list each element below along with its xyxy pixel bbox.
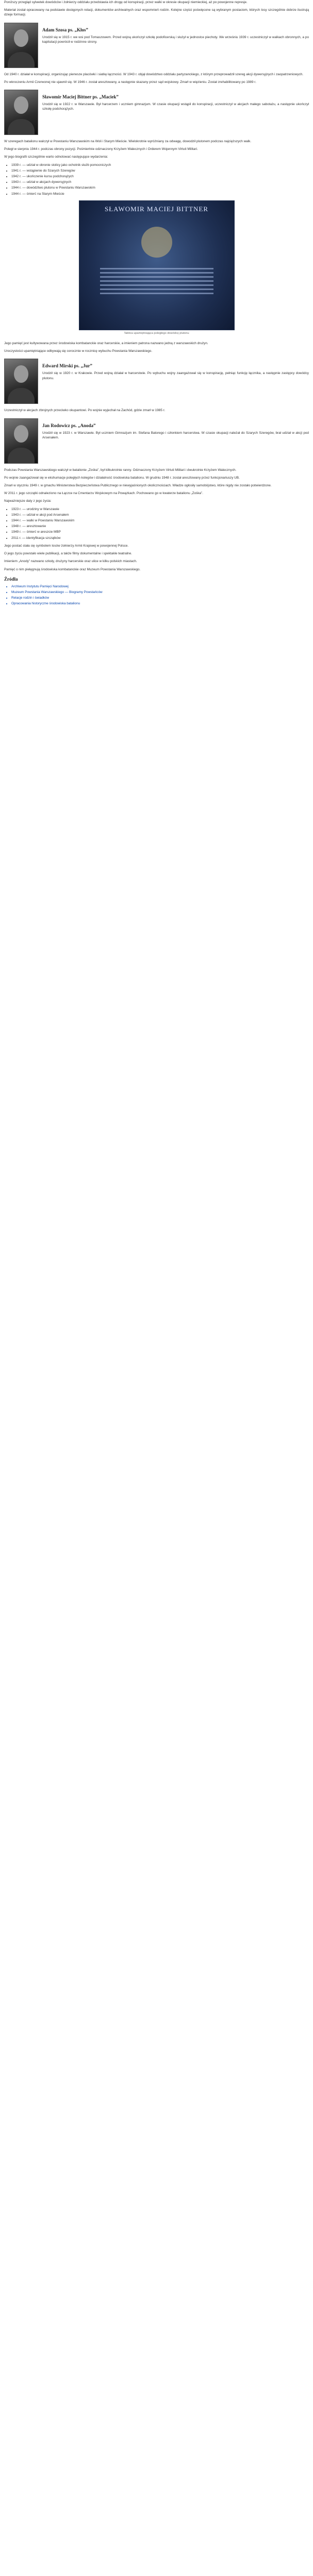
- list-item: • 1943 r. — udział w akcji pod Arsenałem: [11, 513, 309, 517]
- bio-paragraph: Od 1940 r. działał w konspiracji, organizując pierwsze placówki i siatkę łączności. W 1943 r. objął dowództwo oddziału partyzanckiego, z którym przeprowadził szereg akcji dywersyjnych i zaopatrzeniowych.: [4, 72, 304, 76]
- event-list: [11, 507, 309, 540]
- poster-title: SŁAWOMIR MACIEJ BITTNER: [104, 205, 209, 213]
- bio-name: Jan Rodowicz ps. „Anoda”: [42, 422, 96, 428]
- bio-paragraph: Jego postać stała się symbolem losów żołnierzy Armii Krajowej w powojennej Polsce.: [4, 544, 129, 548]
- bio-paragraph: Po wojnie zaangażował się w ekshumacje poległych kolegów i działalność środowiska batalionu. W grudniu 1948 r. został aresztowany przez funkcjonariuszy UB.: [4, 476, 240, 480]
- list-item: • 2011 r. — identyfikacja szczątków: [11, 536, 309, 540]
- bio-section-4: [4, 418, 309, 572]
- list-intro: W jego biografii szczególnie warto odnotować następujące wydarzenia:: [4, 155, 108, 159]
- bio-paragraph: Pamięć o nim pielęgnują środowiska kombatanckie oraz Muzeum Powstania Warszawskiego.: [4, 567, 141, 571]
- source-link[interactable]: • Opracowania historyczne środowiska batalionu: [11, 601, 309, 606]
- bio-text: [42, 90, 309, 135]
- bio-paragraph: Urodził się w 1922 r. w Warszawie. Był harcerzem i uczniem gimnazjum. W czasie okupacji wstąpił do konspiracji, uczestniczył w akcjach małego sabotażu, a następnie ukończył szkołę podchorążych.: [42, 103, 309, 111]
- portrait-photo: [4, 23, 38, 68]
- bio-paragraph: O jego życiu powstało wiele publikacji, a także filmy dokumentalne i spektakle teatralne.: [4, 552, 132, 556]
- list-item: • 1948 r. — aresztowanie: [11, 524, 309, 529]
- bio-text: [42, 359, 309, 404]
- bio-paragraph: Jego pamięć jest kultywowana przez środowiska kombatanckie oraz harcerskie, a imieniem patrona nazwano jedną z warszawskich drużyn.: [4, 342, 208, 346]
- bio-card: [4, 418, 309, 464]
- memorial-poster-image: [79, 200, 235, 330]
- bio-card: [4, 90, 309, 135]
- bio-paragraph: Po wkroczeniu Armii Czerwonej nie ujawnił się. W 1946 r. został aresztowany, a następnie skazany przez sąd wojskowy. Zmarł w więzieniu. Został zrehabilitowany po 1989 r.: [4, 80, 256, 84]
- bio-paragraph: Zmarł w styczniu 1949 r. w gmachu Ministerstwa Bezpieczeństwa Publicznego w niewyjaśnionych okolicznościach. Władze ogłosiły samobójstwo, które nigdy nie zostało potwierdzone.: [4, 484, 272, 488]
- sources-heading: Źródła: [4, 576, 18, 582]
- bio-card: [4, 23, 309, 68]
- list-item: • 1944 r. — dowództwo plutonu w Powstaniu Warszawskim: [11, 185, 309, 190]
- bio-section-2: [4, 90, 309, 353]
- list-item: • 1944 r. — śmierć na Starym Mieście: [11, 192, 309, 196]
- sources-section: [4, 576, 309, 606]
- source-link[interactable]: • Muzeum Powstania Warszawskiego — Biogramy Powstańców: [11, 590, 309, 595]
- bio-paragraph: Urodził się w 1915 r. we wsi pod Tomaszowem. Przed wojną ukończył szkołę podoficerską i służył w jednostce piechoty. We wrześniu 1939 r. uczestniczył w walkach obronnych, a po kapitulacji powrócił w rodzinne strony.: [42, 35, 309, 44]
- bio-paragraph: Uroczystości upamiętniające odbywają się corocznie w rocznicę wybuchu Powstania Warszawskiego.: [4, 349, 153, 353]
- bio-paragraph: Urodził się w 1920 r. w Krakowie. Przed wojną działał w harcerstwie. Po wybuchu wojny zaangażował się w konspirację, pełniąc funkcję łącznika, a następnie zastępcy dowódcy plutonu.: [42, 371, 309, 380]
- bio-text: [42, 23, 309, 68]
- list-item: • 1942 r. — ukończenie kursu podchorążych: [11, 174, 309, 179]
- bio-card: [4, 359, 309, 404]
- eagle-emblem-icon: [141, 227, 172, 258]
- portrait-photo: [4, 418, 38, 464]
- source-link[interactable]: • Archiwum Instytutu Pamięci Narodowej: [11, 584, 309, 589]
- portrait-photo: [4, 90, 38, 135]
- list-item: • 1939 r. — udział w obronie stolicy jako ochotnik służb pomocniczych: [11, 163, 309, 167]
- bio-paragraph: Poległ w sierpniu 1944 r. podczas obrony pozycji. Pośmiertnie odznaczony Krzyżem Walecznych i Orderem Wojennym Virtuti Militari.: [4, 147, 198, 151]
- list-item: • 1944 r. — walki w Powstaniu Warszawskim: [11, 518, 309, 523]
- bio-text: [42, 418, 309, 464]
- bio-section-3: [4, 359, 309, 413]
- event-list: [11, 163, 309, 196]
- bio-name: Edward Mirski ps. „Jur”: [42, 363, 93, 369]
- bio-paragraph: Uczestniczył w akcjach zbrojnych przeciwko okupantowi. Po wojnie wyjechał na Zachód, gdzie zmarł w 1985 r.: [4, 409, 166, 413]
- intro: [4, 0, 309, 18]
- list-item: • 1943 r. — udział w akcjach dywersyjnych: [11, 180, 309, 184]
- portrait-photo: [4, 359, 38, 404]
- sources-list: [11, 584, 309, 606]
- bio-paragraph: Urodził się w 1923 r. w Warszawie. Był uczniem Gimnazjum im. Stefana Batorego i członkiem harcerstwa. W czasie okupacji należał do Szarych Szeregów, brał udział w akcji pod Arsenałem.: [42, 431, 309, 439]
- bio-paragraph: Podczas Powstania Warszawskiego walczył w batalionie „Zośka”, był kilkukrotnie ranny. Odznaczony Krzyżem Virtuti Militari i dwukrotnie Krzyżem Walecznych.: [4, 468, 237, 472]
- bio-paragraph: W 2011 r. jego szczątki odnaleziono na Łączce na Cmentarzu Wojskowym na Powązkach. Pochowano go w kwaterze batalionu „Zośka”.: [4, 492, 203, 496]
- list-item: • 1949 r. — śmierć w areszcie MBP: [11, 530, 309, 534]
- article: [4, 0, 309, 606]
- bio-name: Adam Szosa ps. „Kłos”: [42, 27, 89, 32]
- list-item: • 1941 r. — wstąpienie do Szarych Szeregów: [11, 168, 309, 173]
- bio-name: Sławomir Maciej Bittner ps. „Maciek”: [42, 94, 119, 100]
- bio-section-1: [4, 23, 309, 84]
- intro-paragraph: Materiał został opracowany na podstawie dostępnych relacji, dokumentów archiwalnych oraz wspomnień rodzin. Kolejne części poświęcone są wybranym postaciom, których losy szczególnie dobrze ilustrują dzieje formacji.: [4, 8, 309, 17]
- bio-paragraph: W szeregach batalionu walczył w Powstaniu Warszawskim na Woli i Starym Mieście. Wielokrotnie wyróżniany za odwagę, dowodził plutonem podczas najcięższych walk.: [4, 140, 252, 144]
- intro-paragraph: Poniższy przegląd sylwetek dowódców i żołnierzy oddziału przedstawia ich drogę od konspiracji, przez walki w okresie okupacji niemieckiej, aż po powojenne represje.: [4, 1, 248, 4]
- bio-paragraph: Imieniem „Anody” nazwano szkoły, drużyny harcerskie oraz ulice w kilku polskich miastach.: [4, 560, 137, 564]
- image-caption: Tablica upamiętniająca poległego dowódcę plutonu: [124, 331, 189, 335]
- list-item: • 1923 r. — urodziny w Warszawie: [11, 507, 309, 512]
- list-intro: Najważniejsze daty z jego życia:: [4, 499, 52, 503]
- source-link[interactable]: • Relacje rodzin i świadków: [11, 596, 309, 600]
